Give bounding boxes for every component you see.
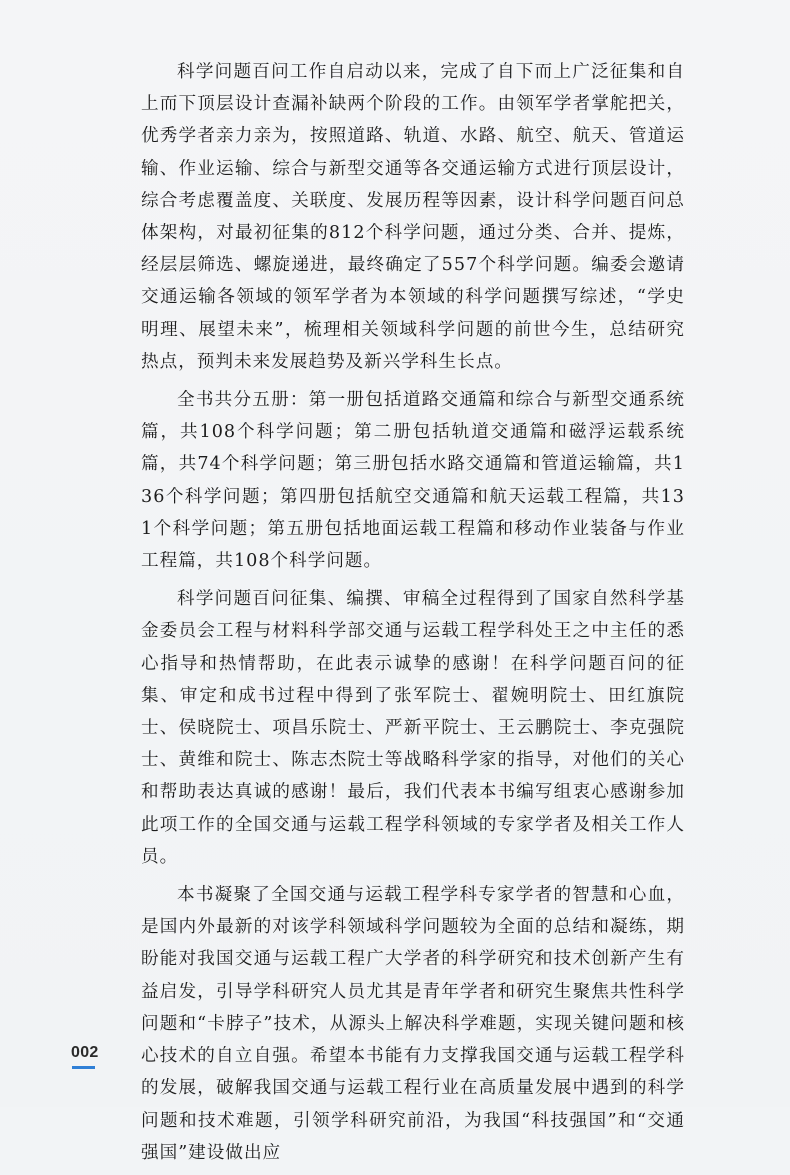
paragraph-significance: 本书凝聚了全国交通与运载工程学科专家学者的智慧和心血，是国内外最新的对该学科领域科学问题较为全面的总结和凝练，期盼能对我国交通与运载工程广大学者的科学研究和技术创新产生有益启发，引导学科研究人员尤其是青年学者和研究生聚焦共性科学问题和“卡脖子”技术，从源头上解决科学难题，实现关键问题和核心技术的自立自强。希望本书能有力支撑我国交通与运载工程学科的发展，破解我国交通与运载工程行业在高质量发展中遇到的科学问题和技术难题，引领学科研究前沿，为我国“科技强国”和“交通强国”建设做出应: [141, 885, 685, 1163]
page-number-underline: [72, 1066, 95, 1069]
paragraph-acknowledgements: 科学问题百问征集、编撰、审稿全过程得到了国家自然科学基金委员会工程与材料科学部交通与运载工程学科处王之中主任的悉心指导和热情帮助，在此表示诚挚的感谢！在科学问题百问的征集、审定和成书过程中得到了张军院士、翟婉明院士、田红旗院士、侯晓院士、项昌乐院士、严新平院士、王云鹏院士、李克强院士、黄维和院士、陈志杰院士等战略科学家的指导，对他们的关心和帮助表达真诚的感谢！最后，我们代表本书编写组衷心感谢参加此项工作的全国交通与运载工程学科领域的专家学者及相关工作人员。: [141, 589, 685, 867]
paragraph-process: 科学问题百问工作自启动以来，完成了自下而上广泛征集和自上而下顶层设计查漏补缺两个阶段的工作。由领军学者掌舵把关，优秀学者亲力亲为，按照道路、轨道、水路、航空、航天、管道运输、作业运输、综合与新型交通等各交通运输方式进行顶层设计，综合考虑覆盖度、关联度、发展历程等因素，设计科学问题百问总体架构，对最初征集的812个科学问题，通过分类、合并、提炼，经层层筛选、螺旋递进，最终确定了557个科学问题。编委会邀请交通运输各领域的领军学者为本领域的科学问题撰写综述，“学史明理、展望未来”，梳理相关领域科学问题的前世今生，总结研究热点，预判未来发展趋势及新兴学科生长点。: [141, 62, 685, 372]
paragraph-volumes: 全书共分五册：第一册包括道路交通篇和综合与新型交通系统篇，共108个科学问题；第二册包括轨道交通篇和磁浮运载系统篇，共74个科学问题；第三册包括水路交通篇和管道运输篇，共136个科学问题；第四册包括航空交通篇和航天运载工程篇，共131个科学问题；第五册包括地面运载工程篇和移动作业装备与作业工程篇，共108个科学问题。: [141, 390, 685, 572]
body-text: [141, 56, 685, 1175]
page-number: 002: [71, 1044, 99, 1061]
